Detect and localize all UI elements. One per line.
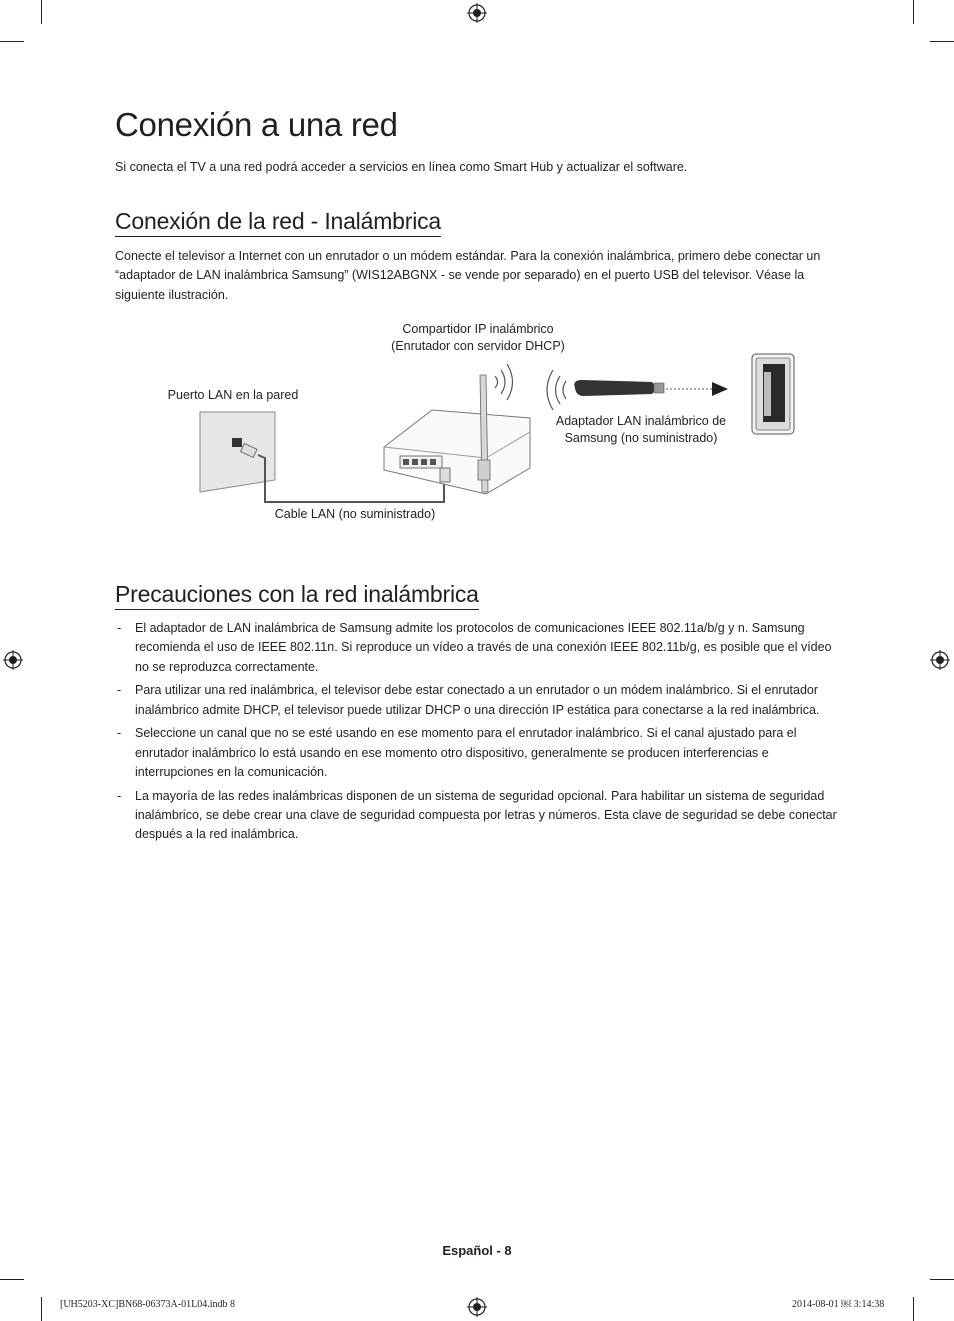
lan-cable xyxy=(258,455,444,502)
wifi-waves-icon xyxy=(495,364,513,400)
page-number: Español - 8 xyxy=(442,1243,512,1258)
intro-text: Si conecta el TV a una red podrá acceder a servicios en línea como Smart Hub y actualizar el software. xyxy=(115,160,688,174)
wireless-section-heading: Conexión de la red - Inalámbrica xyxy=(115,208,441,237)
wireless-section-paragraph: Conecte el televisor a Internet con un enrutador o un módem estándar. Para la conexión inalámbrica, primero debe conectar un “adaptador de LAN inalámbrica Samsung” (WIS12ABGNX - se vende por separado) en el puerto USB del televisor. Véase la siguiente ilustración. xyxy=(115,249,821,302)
wall-lan-port-icon xyxy=(200,412,275,492)
list-item-text: Para utilizar una red inalámbrica, el televisor debe estar conectado a un enrutador o un módem inalámbrico. Si el enrutador inalámbrico admite DHCP, el televisor puede utilizar DHCP o una dirección IP estática para conectarse a la red inalámbrica. xyxy=(135,683,820,717)
precautions-section-heading: Precauciones con la red inalámbrica xyxy=(115,581,479,610)
file-slug: [UH5203-XC]BN68-06373A-01L04.indb 8 xyxy=(60,1299,235,1310)
registration-mark-icon xyxy=(467,1297,487,1317)
list-item xyxy=(115,787,845,845)
adapter-label-line1: Adaptador LAN inalámbrico de xyxy=(555,414,727,428)
registration-mark-icon xyxy=(467,3,487,23)
bullet-marker: - xyxy=(117,683,122,698)
crop-mark xyxy=(930,1279,954,1280)
crop-mark xyxy=(41,0,42,24)
page-title: Conexión a una red xyxy=(115,106,398,143)
usb-wireless-adapter-icon xyxy=(574,380,728,396)
tv-usb-port-icon xyxy=(752,354,794,434)
crop-mark xyxy=(0,41,24,42)
list-item xyxy=(115,619,845,677)
print-timestamp: 2014-08-01 ￼ 3:14:38 xyxy=(792,1299,885,1310)
crop-mark xyxy=(913,1297,914,1321)
list-item xyxy=(115,681,845,720)
bullet-marker: - xyxy=(117,788,122,803)
list-item-text: Seleccione un canal que no se esté usando en ese momento para el enrutador inalámbrico. Si el canal ajustado para el enrutador inalámbrico lo está usando en ese momento otro dispositivo, generalmente se producen interferencias e interrupciones en la comunicación. xyxy=(135,726,797,780)
list-item-text: El adaptador de LAN inalámbrica de Samsung admite los protocolos de comunicaciones IEEE 802.11a/b/g y n. Samsung recomienda el uso de IEEE 802.11n. Si reproduce un vídeo a través de una conexión IEEE 802.11b/g, es posible que el vídeo no se reproduzca correctamente. xyxy=(135,621,832,674)
list-item-text: La mayoría de las redes inalámbricas disponen de un sistema de seguridad opcional. Para habilitar un sistema de seguridad inalámbrico, se debe crear una clave de seguridad compuesta por letras y números. Esta clave de seguridad se debe conectar después a la red inalámbrica. xyxy=(135,788,837,842)
registration-mark-icon xyxy=(930,650,950,670)
bullet-marker: - xyxy=(117,621,122,635)
crop-mark xyxy=(41,1297,42,1321)
precautions-list xyxy=(115,619,845,849)
router-label-line1: Compartidor IP inalámbrico xyxy=(402,322,554,336)
crop-mark xyxy=(930,41,954,42)
wireless-router-icon xyxy=(384,375,530,494)
wall-port-label: Puerto LAN en la pared xyxy=(167,388,299,402)
adapter-label xyxy=(541,413,741,447)
wifi-waves-icon xyxy=(547,370,566,410)
router-label xyxy=(378,321,578,355)
list-item xyxy=(115,724,845,782)
registration-mark-icon xyxy=(3,650,23,670)
bullet-marker: - xyxy=(117,726,122,741)
router-label-line2: (Enrutador con servidor DHCP) xyxy=(391,339,565,353)
crop-mark xyxy=(0,1279,24,1280)
adapter-label-line2: Samsung (no suministrado) xyxy=(564,431,718,445)
crop-mark xyxy=(913,0,914,24)
cable-label: Cable LAN (no suministrado) xyxy=(274,507,436,521)
